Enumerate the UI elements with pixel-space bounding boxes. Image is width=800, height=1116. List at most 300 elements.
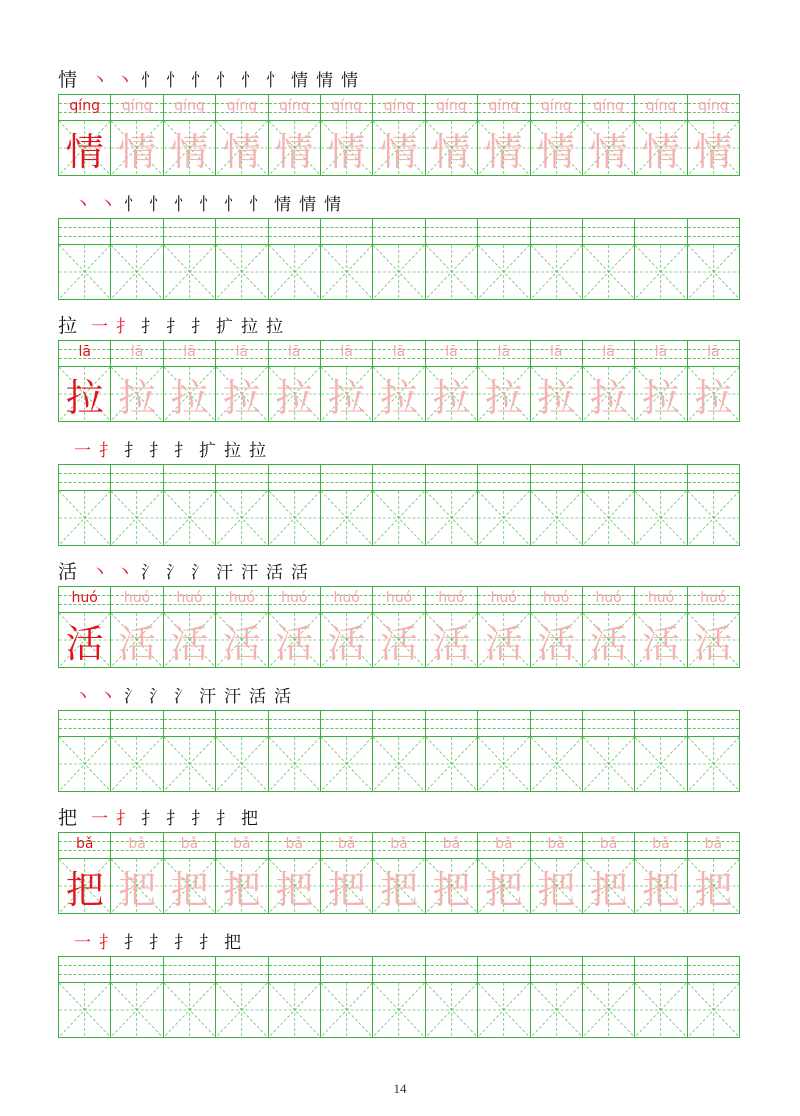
pinyin-box	[478, 833, 529, 859]
mizi-box	[688, 245, 739, 299]
pinyin-text: huó	[123, 590, 151, 606]
stroke-step: 忄	[149, 194, 166, 215]
mizi-box	[59, 613, 110, 667]
hanzi-text: 拉	[327, 375, 366, 420]
trace-cell[interactable]	[687, 94, 740, 176]
writing-cell[interactable]	[687, 464, 740, 546]
writing-cell[interactable]	[215, 218, 268, 300]
trace-cell[interactable]	[687, 340, 740, 422]
mizi-box	[59, 491, 110, 545]
trace-cell[interactable]	[634, 340, 687, 422]
mizi-box	[478, 983, 529, 1037]
stroke-step: 扌	[191, 808, 209, 829]
stroke-step: 忄	[216, 70, 234, 91]
pinyin-text: lā	[288, 344, 301, 360]
writing-cell[interactable]	[477, 956, 530, 1038]
trace-cell[interactable]	[582, 94, 635, 176]
stroke-step: 情	[324, 194, 341, 215]
writing-cell[interactable]	[530, 956, 583, 1038]
stroke-order-row	[74, 434, 274, 462]
writing-cell[interactable]	[634, 956, 687, 1038]
stroke-step: 忄	[141, 70, 159, 91]
mizi-box	[688, 859, 739, 913]
pinyin-text: qíng	[121, 98, 153, 114]
stroke-step: 忄	[174, 194, 191, 215]
model-cell[interactable]	[58, 832, 111, 914]
trace-cell[interactable]	[163, 340, 216, 422]
pinyin-box	[531, 95, 582, 121]
trace-cell[interactable]	[425, 832, 478, 914]
trace-cell[interactable]	[634, 94, 687, 176]
mizi-box	[688, 121, 739, 175]
mizi-box	[164, 367, 215, 421]
pinyin-text: huó	[71, 590, 98, 606]
trace-cell[interactable]	[372, 340, 425, 422]
pinyin-box	[321, 95, 372, 121]
pinyin-box	[164, 711, 215, 737]
hanzi-text: 拉	[380, 375, 419, 420]
stroke-step: 把	[241, 808, 259, 829]
hanzi-text: 情	[275, 129, 314, 174]
hanzi-text: 情	[694, 129, 733, 174]
pinyin-text: bǎ	[704, 836, 723, 852]
mizi-box	[269, 737, 320, 791]
tracing-grid	[58, 340, 740, 422]
trace-cell[interactable]	[372, 832, 425, 914]
trace-cell[interactable]	[582, 832, 635, 914]
pinyin-text: bǎ	[180, 836, 199, 852]
writing-cell[interactable]	[477, 710, 530, 792]
pinyin-box	[583, 219, 634, 245]
pinyin-box	[321, 341, 372, 367]
mizi-box	[111, 491, 162, 545]
writing-cell[interactable]	[634, 218, 687, 300]
writing-cell[interactable]	[215, 956, 268, 1038]
pinyin-text: bǎ	[75, 836, 94, 852]
mizi-box	[426, 737, 477, 791]
stroke-step: 氵	[124, 686, 141, 707]
mizi-box	[269, 613, 320, 667]
stroke-step: 丶	[91, 562, 109, 583]
trace-cell[interactable]	[477, 832, 530, 914]
pinyin-text: huó	[595, 590, 622, 606]
pinyin-box	[164, 465, 215, 491]
writing-cell[interactable]	[634, 464, 687, 546]
stroke-order-row	[58, 802, 266, 830]
writing-cell[interactable]	[320, 218, 373, 300]
stroke-step: 情	[341, 70, 359, 91]
mizi-box	[269, 121, 320, 175]
pinyin-box	[59, 957, 110, 983]
pinyin-text: lā	[445, 344, 458, 360]
stroke-step: 活	[249, 686, 266, 707]
trace-cell[interactable]	[425, 586, 478, 668]
mizi-box	[583, 613, 634, 667]
writing-cell[interactable]	[268, 464, 321, 546]
pinyin-box	[635, 219, 686, 245]
stroke-order-row	[58, 556, 316, 584]
trace-cell[interactable]	[687, 832, 740, 914]
pinyin-box	[216, 465, 267, 491]
mizi-box	[216, 121, 267, 175]
trace-cell[interactable]	[530, 586, 583, 668]
writing-cell[interactable]	[634, 710, 687, 792]
stroke-step: 拉	[249, 440, 266, 461]
writing-cell[interactable]	[215, 710, 268, 792]
trace-cell[interactable]	[477, 586, 530, 668]
pinyin-box	[426, 465, 477, 491]
pinyin-box	[111, 587, 162, 613]
stroke-order-row	[58, 310, 291, 338]
writing-cell[interactable]	[58, 956, 111, 1038]
pinyin-box	[321, 587, 372, 613]
hanzi-text: 把	[222, 867, 261, 912]
pinyin-box	[59, 833, 110, 859]
trace-cell[interactable]	[110, 586, 163, 668]
hanzi-text: 拉	[694, 375, 733, 420]
pinyin-box	[531, 465, 582, 491]
model-cell[interactable]	[58, 340, 111, 422]
writing-grid	[58, 464, 740, 546]
pinyin-text: bǎ	[233, 836, 251, 852]
writing-cell[interactable]	[530, 710, 583, 792]
pinyin-box	[59, 341, 110, 367]
pinyin-text: qíng	[226, 98, 258, 114]
writing-cell[interactable]	[110, 956, 163, 1038]
trace-cell[interactable]	[477, 340, 530, 422]
writing-cell[interactable]	[110, 218, 163, 300]
pinyin-text: qíng	[383, 98, 415, 114]
mizi-box	[164, 859, 215, 913]
mizi-box	[531, 859, 582, 913]
trace-cell[interactable]	[372, 94, 425, 176]
pinyin-text: huó	[490, 590, 517, 606]
mizi-box	[164, 491, 215, 545]
mizi-box	[583, 367, 634, 421]
trace-cell[interactable]	[110, 832, 163, 914]
pinyin-box	[216, 711, 267, 737]
mizi-box	[635, 859, 686, 913]
hanzi-text: 活	[432, 621, 471, 666]
mizi-box	[111, 121, 162, 175]
trace-cell[interactable]	[582, 586, 635, 668]
trace-cell[interactable]	[530, 340, 583, 422]
pinyin-box	[688, 95, 739, 121]
writing-cell[interactable]	[372, 956, 425, 1038]
stroke-step: 情	[316, 70, 334, 91]
writing-cell[interactable]	[425, 464, 478, 546]
writing-cell[interactable]	[372, 218, 425, 300]
hanzi-text: 把	[275, 867, 314, 912]
mizi-box	[269, 245, 320, 299]
mizi-box	[216, 367, 267, 421]
stroke-step: 一	[91, 316, 109, 337]
pinyin-box	[164, 95, 215, 121]
pinyin-text: lā	[340, 344, 353, 360]
mizi-box	[111, 613, 162, 667]
mizi-box	[373, 245, 424, 299]
trace-cell[interactable]	[163, 586, 216, 668]
pinyin-box	[321, 957, 372, 983]
trace-cell[interactable]	[634, 832, 687, 914]
stroke-order-row	[74, 680, 299, 708]
writing-cell[interactable]	[687, 956, 740, 1038]
writing-cell[interactable]	[163, 956, 216, 1038]
trace-cell[interactable]	[530, 94, 583, 176]
writing-cell[interactable]	[320, 956, 373, 1038]
stroke-step: 扩	[199, 440, 216, 461]
trace-cell[interactable]	[268, 586, 321, 668]
trace-cell[interactable]	[530, 832, 583, 914]
trace-cell[interactable]	[634, 586, 687, 668]
stroke-step: 扌	[216, 808, 234, 829]
stroke-step: 氵	[166, 562, 184, 583]
writing-cell[interactable]	[687, 218, 740, 300]
mizi-box	[583, 491, 634, 545]
trace-cell[interactable]	[163, 832, 216, 914]
mizi-box	[635, 613, 686, 667]
hanzi-text: 情	[65, 129, 104, 174]
trace-cell[interactable]	[320, 832, 373, 914]
writing-cell[interactable]	[530, 218, 583, 300]
mizi-box	[321, 121, 372, 175]
trace-cell[interactable]	[320, 94, 373, 176]
pinyin-box	[688, 711, 739, 737]
pinyin-box	[111, 219, 162, 245]
stroke-step: 忄	[199, 194, 216, 215]
pinyin-text: qíng	[278, 98, 310, 114]
writing-cell[interactable]	[582, 956, 635, 1038]
mizi-box	[321, 491, 372, 545]
stroke-step: 丶	[74, 194, 91, 215]
stroke-step: 氵	[141, 562, 159, 583]
trace-cell[interactable]	[372, 586, 425, 668]
trace-cell[interactable]	[268, 94, 321, 176]
hanzi-text: 情	[118, 129, 157, 174]
writing-cell[interactable]	[372, 710, 425, 792]
pinyin-box	[688, 957, 739, 983]
writing-cell[interactable]	[477, 464, 530, 546]
pinyin-text: huó	[228, 590, 256, 606]
hanzi-text: 活	[65, 621, 104, 666]
writing-cell[interactable]	[425, 710, 478, 792]
stroke-order-char: 情	[58, 68, 78, 91]
pinyin-box	[164, 587, 215, 613]
pinyin-box	[59, 711, 110, 737]
stroke-step: 丶	[116, 70, 134, 91]
mizi-box	[688, 491, 739, 545]
mizi-box	[426, 367, 477, 421]
writing-cell[interactable]	[425, 956, 478, 1038]
pinyin-box	[426, 957, 477, 983]
trace-cell[interactable]	[163, 94, 216, 176]
pinyin-box	[59, 219, 110, 245]
pinyin-text: huó	[543, 590, 570, 606]
pinyin-box	[111, 711, 162, 737]
writing-cell[interactable]	[58, 464, 111, 546]
mizi-box	[635, 737, 686, 791]
mizi-box	[478, 121, 529, 175]
trace-cell[interactable]	[425, 94, 478, 176]
pinyin-text: qíng	[593, 98, 624, 114]
writing-cell[interactable]	[372, 464, 425, 546]
hanzi-text: 把	[589, 867, 628, 912]
writing-cell[interactable]	[268, 218, 321, 300]
pinyin-box	[688, 587, 739, 613]
writing-cell[interactable]	[110, 464, 163, 546]
stroke-step: 扌	[99, 932, 116, 953]
stroke-order-row	[74, 926, 249, 954]
stroke-step: 拉	[266, 316, 284, 337]
writing-cell[interactable]	[530, 464, 583, 546]
hanzi-text: 拉	[275, 375, 314, 420]
stroke-step: 忄	[224, 194, 241, 215]
writing-cell[interactable]	[477, 218, 530, 300]
writing-grid	[58, 710, 740, 792]
trace-cell[interactable]	[215, 832, 268, 914]
writing-cell[interactable]	[425, 218, 478, 300]
writing-cell[interactable]	[163, 464, 216, 546]
model-cell[interactable]	[58, 94, 111, 176]
writing-cell[interactable]	[268, 710, 321, 792]
writing-cell[interactable]	[582, 710, 635, 792]
model-cell[interactable]	[58, 586, 111, 668]
pinyin-text: lā	[130, 344, 144, 360]
mizi-box	[478, 859, 529, 913]
trace-cell[interactable]	[425, 340, 478, 422]
pinyin-box	[531, 957, 582, 983]
pinyin-box	[216, 957, 267, 983]
pinyin-text: lā	[183, 344, 196, 360]
hanzi-text: 活	[118, 621, 157, 666]
pinyin-box	[216, 95, 267, 121]
trace-cell[interactable]	[215, 586, 268, 668]
writing-cell[interactable]	[215, 464, 268, 546]
pinyin-text: qíng	[331, 98, 362, 114]
stroke-step: 丶	[116, 562, 134, 583]
stroke-step: 丶	[74, 686, 91, 707]
mizi-box	[216, 245, 267, 299]
pinyin-box	[583, 957, 634, 983]
pinyin-box	[426, 219, 477, 245]
mizi-box	[478, 737, 529, 791]
hanzi-text: 活	[380, 621, 419, 666]
pinyin-text: bǎ	[547, 836, 565, 852]
writing-grid	[58, 956, 740, 1038]
mizi-box	[111, 367, 162, 421]
stroke-step: 忄	[124, 194, 141, 215]
pinyin-box	[583, 341, 634, 367]
pinyin-text: lā	[78, 344, 91, 360]
mizi-box	[59, 121, 110, 175]
stroke-step: 扌	[174, 932, 191, 953]
hanzi-text: 拉	[432, 375, 471, 420]
mizi-box	[164, 245, 215, 299]
mizi-box	[478, 367, 529, 421]
mizi-box	[635, 121, 686, 175]
mizi-box	[269, 491, 320, 545]
mizi-box	[111, 983, 162, 1037]
trace-cell[interactable]	[215, 340, 268, 422]
stroke-step: 扌	[149, 932, 166, 953]
writing-cell[interactable]	[163, 218, 216, 300]
stroke-step: 一	[74, 440, 91, 461]
trace-cell[interactable]	[582, 340, 635, 422]
writing-cell[interactable]	[268, 956, 321, 1038]
stroke-step: 丶	[99, 194, 116, 215]
trace-cell[interactable]	[477, 94, 530, 176]
writing-cell[interactable]	[58, 710, 111, 792]
hanzi-text: 拉	[641, 375, 680, 420]
mizi-box	[426, 983, 477, 1037]
writing-cell[interactable]	[110, 710, 163, 792]
pinyin-box	[164, 957, 215, 983]
writing-cell[interactable]	[58, 218, 111, 300]
trace-cell[interactable]	[110, 94, 163, 176]
stroke-step: 氵	[174, 686, 191, 707]
pinyin-box	[531, 711, 582, 737]
pinyin-box	[164, 219, 215, 245]
mizi-box	[426, 121, 477, 175]
writing-cell[interactable]	[320, 464, 373, 546]
mizi-box	[269, 983, 320, 1037]
hanzi-text: 情	[327, 129, 366, 174]
pinyin-box	[688, 465, 739, 491]
mizi-box	[635, 983, 686, 1037]
pinyin-box	[531, 341, 582, 367]
pinyin-box	[478, 219, 529, 245]
stroke-step: 扌	[174, 440, 191, 461]
pinyin-box	[269, 711, 320, 737]
stroke-step: 扌	[124, 932, 141, 953]
hanzi-text: 拉	[65, 375, 104, 420]
pinyin-box	[373, 711, 424, 737]
mizi-box	[478, 245, 529, 299]
writing-cell[interactable]	[687, 710, 740, 792]
pinyin-text: lā	[707, 344, 720, 360]
trace-cell[interactable]	[320, 340, 373, 422]
stroke-step: 扌	[199, 932, 216, 953]
trace-cell[interactable]	[110, 340, 163, 422]
pinyin-box	[583, 95, 634, 121]
writing-cell[interactable]	[163, 710, 216, 792]
pinyin-box	[269, 587, 320, 613]
hanzi-text: 情	[589, 129, 628, 174]
stroke-step: 扌	[166, 808, 184, 829]
trace-cell[interactable]	[320, 586, 373, 668]
mizi-box	[111, 245, 162, 299]
stroke-step: 汗	[241, 562, 259, 583]
hanzi-text: 活	[275, 621, 314, 666]
stroke-order-row	[74, 188, 349, 216]
pinyin-box	[688, 833, 739, 859]
trace-cell[interactable]	[215, 94, 268, 176]
mizi-box	[59, 367, 110, 421]
trace-cell[interactable]	[268, 832, 321, 914]
writing-cell[interactable]	[320, 710, 373, 792]
mizi-box	[321, 613, 372, 667]
mizi-box	[321, 245, 372, 299]
trace-cell[interactable]	[687, 586, 740, 668]
trace-cell[interactable]	[268, 340, 321, 422]
writing-cell[interactable]	[582, 218, 635, 300]
pinyin-box	[373, 219, 424, 245]
stroke-step: 扌	[124, 440, 141, 461]
writing-cell[interactable]	[582, 464, 635, 546]
mizi-box	[531, 983, 582, 1037]
pinyin-box	[59, 95, 110, 121]
writing-grid	[58, 218, 740, 300]
